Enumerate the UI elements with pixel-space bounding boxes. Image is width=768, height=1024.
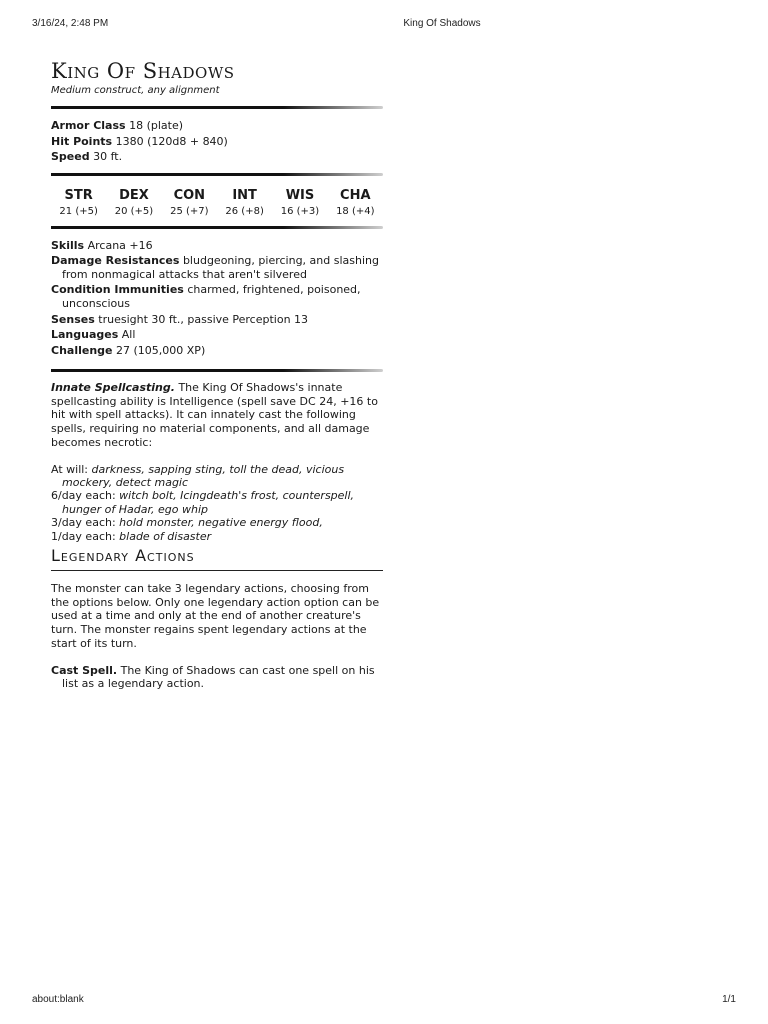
trait-text: The King Of Shadows's innate spellcasting ability is Intelligence (spell save DC 24, +16 to hit with spell attacks). It can innately cast the following spells, requiring no material components, and all damage becomes necrotic:	[51, 381, 378, 449]
ability-int: INT 26 (+8)	[225, 188, 264, 217]
senses: Senses truesight 30 ft., passive Perception 13	[51, 312, 309, 326]
stat-block-header	[51, 59, 383, 96]
divider	[51, 369, 383, 372]
spell-list-at-will: At will: darkness, sapping sting, toll the dead, vicious mockery, detect magic	[51, 462, 345, 489]
languages: Languages All	[51, 328, 136, 341]
challenge: Challenge 27 (105,000 XP)	[51, 343, 206, 357]
hit-points: Hit Points 1380 (120d8 + 840)	[51, 134, 228, 148]
print-header	[0, 18, 768, 32]
ability-con: CON 25 (+7)	[170, 188, 209, 217]
monster-name: King Of Shadows	[51, 59, 235, 83]
spell-list-3-day: 3/day each: hold monster, negative energy flood,	[51, 516, 323, 530]
trait-title: Innate Spellcasting.	[51, 381, 175, 394]
speed: Speed 30 ft.	[51, 150, 123, 163]
page-url: about:blank	[32, 994, 84, 1005]
legendary-action-item: Cast Spell. The King of Shadows can cast one spell on his list as a legendary action.	[51, 663, 375, 691]
legendary-actions-header	[51, 546, 383, 571]
damage-resistances: Damage Resistances bludgeoning, piercing, and slashing from nonmagical attacks that aren't silvered	[51, 253, 379, 281]
ability-scores	[51, 185, 383, 221]
legendary-actions	[51, 582, 383, 691]
print-page-title: King Of Shadows	[403, 18, 481, 29]
defense-section	[51, 118, 383, 165]
properties-section	[51, 238, 383, 358]
page-number: 1/1	[722, 994, 736, 1005]
ability-str: STR 21 (+5)	[59, 188, 98, 217]
spell-list-1-day: 1/day each: blade of disaster	[51, 529, 212, 543]
armor-class: Armor Class 18 (plate)	[51, 119, 184, 132]
skills: Skills Arcana +16	[51, 239, 153, 252]
monster-subtitle: Medium construct, any alignment	[51, 85, 220, 96]
ability-dex: DEX 20 (+5)	[114, 188, 154, 217]
ability-wis: WIS 16 (+3)	[280, 188, 320, 217]
spell-list-6-day: 6/day each: witch bolt, Icingdeath's frost, counterspell, hunger of Hadar, ego whip	[51, 489, 355, 516]
section-heading: Legendary Actions	[51, 546, 195, 565]
print-datetime: 3/16/24, 2:48 PM	[32, 18, 109, 29]
ability-cha: CHA 18 (+4)	[336, 188, 375, 217]
spellcasting-trait	[51, 381, 383, 543]
divider	[51, 173, 383, 176]
condition-immunities: Condition Immunities charmed, frightened, poisoned, unconscious	[51, 282, 361, 310]
divider	[51, 226, 383, 229]
divider	[51, 106, 383, 109]
legendary-intro: The monster can take 3 legendary actions, choosing from the options below. Only one legendary action option can be used at a time and only at the end of another creature's turn. The monster regains spent legendary actions at the start of its turn.	[51, 582, 380, 650]
